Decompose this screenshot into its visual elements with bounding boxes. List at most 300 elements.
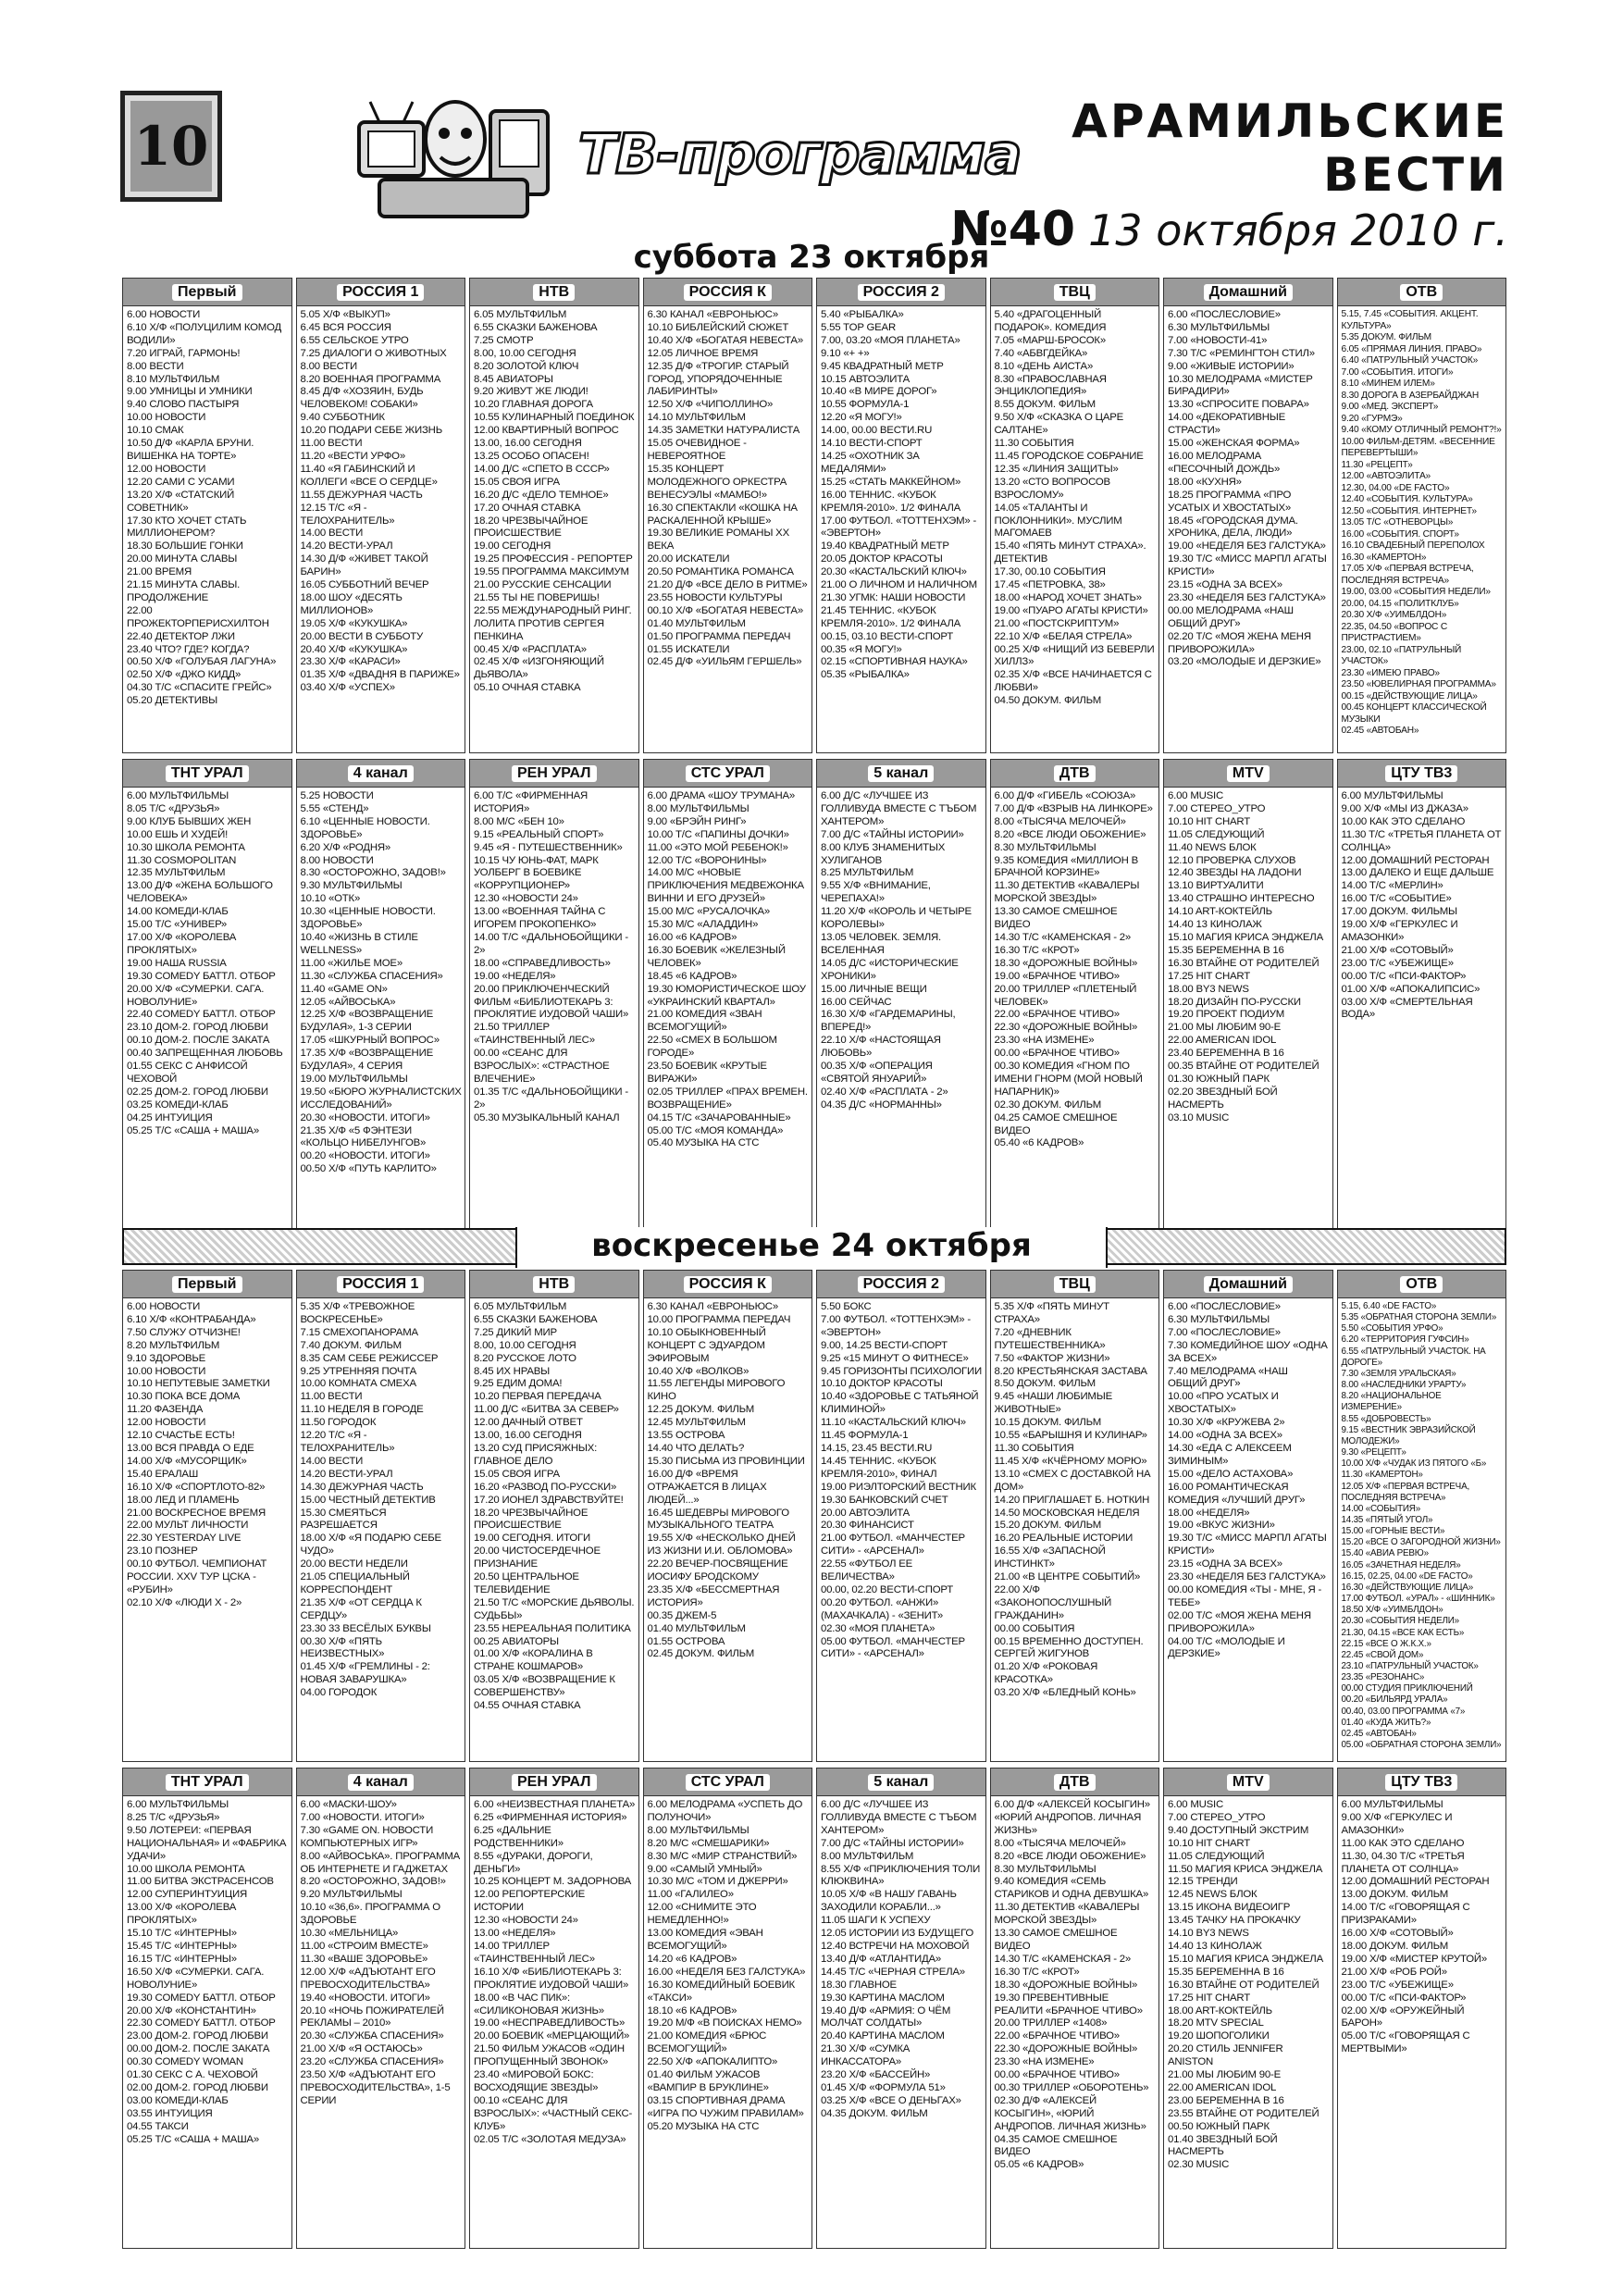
channel-header	[1164, 279, 1332, 306]
program-item: 16.05 СУББОТНИЙ ВЕЧЕР	[300, 579, 429, 591]
program-item: 22.50 «СМЕХ В БОЛЬШОМ ГОРОДЕ»	[647, 1035, 777, 1060]
program-item: 12.45 NEWS БЛОК	[1168, 1889, 1258, 1901]
program-item: 6.00 ДРАМА «ШОУ ТРУМАНА»	[647, 790, 796, 801]
program-item: 8.30 МУЛЬТФИЛЬМЫ	[994, 841, 1096, 853]
program-item: 23.15 «ОДНА ЗА ВСЕХ»	[1168, 579, 1282, 591]
program-item: 10.10 НЕПУТЕВЫЕ ЗАМЕТКИ	[127, 1378, 270, 1390]
program-item: 12.00 ДОМАШНИЙ РЕСТОРАН	[1341, 1876, 1490, 1888]
program-item: 11.00 «ЭТО МОЙ РЕБЕНОК!»	[647, 841, 788, 853]
program-item: 12.45 МУЛЬТФИЛЬМ	[647, 1417, 746, 1429]
program-item: 11.40 «GAME ON»	[300, 983, 388, 995]
program-item: 6.25 «ФИРМЕННАЯ ИСТОРИЯ»	[474, 1811, 627, 1823]
program-item: 16.30 «ДЕЙСТВУЮЩИЕ ЛИЦА»	[1341, 1582, 1474, 1593]
program-item: 18.30 БОЛЬШИЕ ГОНКИ	[127, 540, 243, 552]
program-item: 20.00 МИНУТА СЛАВЫ	[127, 553, 238, 565]
program-item: 8.20 МУЛЬТФИЛЬМ	[127, 1339, 220, 1351]
program-item: 6.05 «ПРЯМАЯ ЛИНИЯ. ПРАВО»	[1341, 343, 1482, 354]
program-item: 22.55 «ФУТБОЛ ЕЕ ВЕЛИЧЕСТВА»	[821, 1558, 913, 1583]
program-item: 11.10 «КАСТАЛЬСКИЙ КЛЮЧ»	[821, 1417, 966, 1429]
program-item: 8.10 МУЛЬТФИЛЬМ	[127, 373, 220, 385]
program-item: 9.00 Х/Ф «ГЕРКУЛЕС И АМАЗОНКИ»	[1341, 1811, 1453, 1836]
program-item: 20.00, 04.15 «ПОЛИТКЛУБ»	[1341, 598, 1459, 609]
program-item: 10.30 Х/Ф «КРУЖЕВА 2»	[1168, 1417, 1285, 1429]
program-item: 9.40 ДОСТУПНЫЙ ЭКСТРИМ	[1168, 1824, 1309, 1836]
program-item: 16.30 БОЕВИК «ЖЕЛЕЗНЫЙ ЧЕЛОВЕК»	[647, 944, 786, 969]
program-item: 22.00 AMERICAN IDOL	[1168, 2081, 1277, 2093]
program-item: 00.35 ВТАЙНЕ ОТ РОДИТЕЛЕЙ	[1168, 1061, 1319, 1073]
program-item: 15.00 «ДЕЛО АСТАХОВА»	[1168, 1468, 1294, 1480]
channel-name: ДТВ	[1054, 765, 1096, 782]
program-item: 15.40 ЕРАЛАШ	[127, 1468, 199, 1480]
program-item: 23.20 Х/Ф «БАССЕЙН»	[821, 2069, 931, 2081]
program-item: 19.00 НАША RUSSIA	[127, 957, 227, 969]
program-item: 10.20 ПОДАРИ СЕБЕ ЖИЗНЬ	[300, 425, 442, 437]
program-item: 7.30 КОМЕДИЙНОЕ ШОУ «ОДНА ЗА ВСЕХ»	[1168, 1339, 1328, 1364]
program-item: 6.00 Т/С «ФИРМЕННАЯ ИСТОРИЯ»	[474, 790, 588, 814]
program-list	[123, 306, 291, 710]
program-item: 11.40 «Я ГАБИНСКИЙ И КОЛЛЕГИ «ВСЕ О СЕРДЦЕ»	[300, 463, 438, 488]
program-item: 12.20 САМИ С УСАМИ	[127, 476, 235, 488]
channel-column	[816, 1270, 986, 1762]
program-list	[1164, 1796, 1332, 2174]
program-item: 22.00 «БРАЧНОЕ ЧТИВО»	[994, 2030, 1120, 2042]
program-item: 14.00 М/С «НОВЫЕ ПРИКЛЮЧЕНИЯ МЕДВЕЖОНКА ВИННИ И ЕГО ДРУЗЕЙ»	[647, 867, 804, 905]
program-item: 00.00 «СЕАНС ДЛЯ ВЗРОСЛЫХ»: «СТРАСТНОЕ ВЛЕЧЕНИЕ»	[474, 1048, 610, 1085]
program-item: 8.00 ВЕСТИ	[127, 360, 184, 372]
program-list	[470, 788, 638, 1127]
program-list	[297, 1298, 465, 1702]
program-item: 17.25 HIT CHART	[1168, 1992, 1251, 2004]
program-item: 22.00 «БРАЧНОЕ ЧТИВО»	[994, 1009, 1120, 1021]
program-item: 12.00 «СНИМИТЕ ЭТО НЕМЕДЛЕННО!»	[647, 1902, 757, 1927]
channel-name: ДТВ	[1054, 1774, 1096, 1791]
channel-name: Домашний	[1204, 1276, 1293, 1293]
program-item: 00.30 ТРИЛЛЕР «ОБОРОТЕНЬ»	[994, 2081, 1149, 2093]
program-item: 05.20 МУЗЫКА НА СТС	[647, 2120, 760, 2132]
program-item: 14.00 Д/С «СПЕТО В СССР»	[474, 463, 610, 475]
program-item: 16.45 ШЕДЕВРЫ МИРОВОГО МУЗЫКАЛЬНОГО ТЕАТРА	[647, 1507, 789, 1532]
channel-header	[991, 760, 1159, 788]
channel-name: РЕН УРАЛ	[512, 1774, 597, 1791]
program-item: 8.45 АВИАТОРЫ	[474, 373, 553, 385]
program-item: 11.05 СЛЕДУЮЩИЙ	[1168, 1850, 1265, 1862]
program-item: 05.40 МУЗЫКА НА СТС	[647, 1137, 760, 1149]
program-item: 19.30 ПРЕВЕНТИВНЫЕ РЕАЛИТИ «БРАЧНОЕ ЧТИВО»	[994, 1992, 1143, 2017]
program-item: 03.55 ИНТУИЦИЯ	[127, 2107, 213, 2119]
program-list	[991, 1298, 1159, 1702]
program-item: 14.05 «ТАЛАНТЫ И ПОКЛОННИКИ». МУСЛИМ МАГОМАЕВ	[994, 502, 1122, 540]
program-item: 8.20 «ВСЕ ЛЮДИ ОБОЖЕНИЕ»	[994, 828, 1146, 840]
program-item: 6.00 Д/Ф «АЛЕКСЕЙ КОСЫГИН» «ЮРИЙ АНДРОПОВ. ЛИЧНАЯ ЖИЗНЬ»	[994, 1799, 1150, 1836]
program-item: 14.10 ВЕСТИ-СПОРТ	[821, 438, 923, 450]
channel-name: Домашний	[1204, 284, 1293, 301]
program-item: 04.35 САМОЕ СМЕШНОЕ ВИДЕО	[994, 2133, 1118, 2158]
program-item: 23.55 НЕРЕАЛЬНАЯ ПОЛИТИКА	[474, 1622, 631, 1634]
channel-name: РОССИЯ 1	[337, 284, 424, 301]
program-item: 17.35 Х/Ф «ВОЗВРАЩЕНИЕ БУДУЛАЯ», 4 СЕРИЯ	[300, 1048, 433, 1073]
program-list	[1338, 788, 1506, 1024]
channel-header	[644, 1271, 812, 1298]
program-item: 7.40 МЕЛОДРАМА «НАШ ОБЩИЙ ДРУГ»	[1168, 1365, 1288, 1390]
program-item: 19.55 ПРОГРАММА МАКСИМУМ	[474, 566, 629, 578]
program-item: 10.40 «В МИРЕ ДОРОГ»	[821, 386, 937, 398]
program-item: 6.20 Х/Ф «РОДНЯ»	[300, 841, 391, 853]
program-item: 19.00 СЕГОДНЯ. ИТОГИ	[474, 1533, 590, 1545]
program-item: 02.50 Х/Ф «ДЖО КИДД»	[127, 669, 242, 681]
program-item: 10.00 «ПРО УСАТЫХ И ХВОСТАТЫХ»	[1168, 1391, 1279, 1416]
program-item: 6.25 «ДАЛЬНИЕ РОДСТВЕННИКИ»	[474, 1824, 564, 1849]
program-item: 11.05 СЛЕДУЮЩИЙ	[1168, 828, 1265, 840]
program-item: 8.55 «ДУРАКИ, ДОРОГИ, ДЕНЬГИ»	[474, 1850, 593, 1875]
program-item: 00.00 «БРАЧНОЕ ЧТИВО»	[994, 1048, 1120, 1060]
channel-header	[991, 279, 1159, 306]
program-item: 00.10 ДОМ-2. ПОСЛЕ ЗАКАТА	[127, 1035, 270, 1047]
program-item: 11.30 COSMOPOLITAN	[127, 854, 237, 866]
program-item: 19.40 «НОВОСТИ. ИТОГИ»	[300, 1992, 430, 2004]
program-item: 9.20 «ГУРМЭ»	[1341, 413, 1403, 424]
program-item: 7.00 «СОБЫТИЯ. ИТОГИ»	[1341, 366, 1454, 378]
program-item: 9.25 «15 МИНУТ О ФИТНЕСЕ»	[821, 1352, 969, 1364]
program-item: 8.20 РУССКОЕ ЛОТО	[474, 1352, 576, 1364]
channel-header	[470, 1769, 638, 1796]
program-item: 15.10 Т/С «ИНТЕРНЫ»	[127, 1928, 237, 1940]
program-item: 18.00 BY3 NEWS	[1168, 983, 1249, 995]
program-item: 20.50 ЦЕНТРАЛЬНОЕ ТЕЛЕВИДЕНИЕ	[474, 1571, 579, 1595]
program-item: 12.35 МУЛЬТФИЛЬМ	[127, 867, 226, 879]
program-item: 00.00 Т/С «ПСИ-ФАКТОР»	[1341, 970, 1467, 982]
channel-name: СТС УРАЛ	[686, 1774, 770, 1791]
program-item: 00.45 Х/Ф «РАСПЛАТА»	[474, 643, 587, 655]
program-item: 05.05 «6 КАДРОВ»	[994, 2159, 1084, 2171]
program-item: 04.00 ГОРОДОК	[300, 1687, 378, 1699]
program-item: 6.30 КАНАЛ «ЕВРОНЬЮС»	[647, 1301, 778, 1312]
program-item: 13.00 «ВОЕННАЯ ТАЙНА С ИГОРЕМ ПРОКОПЕНКО»	[474, 906, 606, 931]
program-item: 23.30 «НЕДЕЛЯ БЕЗ ГАЛСТУКА»	[1168, 591, 1326, 603]
program-item: 10.05 Х/Ф «В НАШУ ГАВАНЬ ЗАХОДИЛИ КОРАБЛИ...»	[821, 1889, 957, 1914]
channel-column	[1163, 1270, 1333, 1762]
program-item: 05.25 Т/С «САША + МАША»	[127, 2133, 259, 2145]
program-list	[644, 788, 812, 1152]
program-item: 20.00 ИСКАТЕЛИ	[647, 553, 730, 565]
channel-column	[1337, 1270, 1507, 1762]
program-item: 16.00 МЕЛОДРАМА «ПЕСОЧНЫЙ ДОЖДЬ»	[1168, 450, 1281, 475]
program-item: 12.00 ДАЧНЫЙ ОТВЕТ	[474, 1417, 583, 1429]
program-item: 04.35 Д/С «НОРМАННЫ»	[821, 1098, 942, 1111]
program-item: 6.00 МЕЛОДРАМА «УСПЕТЬ ДО ПОЛУНОЧИ»	[647, 1799, 803, 1823]
program-item: 15.05 СВОЯ ИГРА	[474, 1468, 560, 1480]
program-item: 11.50 ГОРОДОК	[300, 1417, 377, 1429]
program-item: 21.50 ФИЛЬМ УЖАСОВ «ОДИН ПРОПУЩЕННЫЙ ЗВОНОК»	[474, 2043, 625, 2068]
channel-header	[297, 1769, 465, 1796]
program-item: 00.25 Х/Ф «НИЩИЙ ИЗ БЕВЕРЛИ ХИЛЛЗ»	[994, 643, 1155, 668]
program-item: 6.55 СКАЗКИ БАЖЕНОВА	[474, 1313, 598, 1325]
program-item: 6.10 Х/Ф «КОНТРАБАНДА»	[127, 1313, 256, 1325]
program-item: 6.00 МУЛЬТФИЛЬМЫ	[1341, 790, 1443, 801]
program-item: 21.50 Т/С «МОРСКИЕ ДЬЯВОЛЫ. СУДЬБЫ»	[474, 1596, 635, 1621]
program-item: 16.00 СЕЙЧАС	[821, 996, 892, 1008]
program-item: 19.00 «БРАЧНОЕ ЧТИВО»	[994, 970, 1120, 982]
program-item: 10.00 ПРОГРАММА ПЕРЕДАЧ	[647, 1313, 791, 1325]
program-item: 14.00 Т/С «ДАЛЬНОБОЙЩИКИ - 2»	[474, 931, 628, 956]
program-list	[817, 306, 985, 684]
program-item: 01.40 МУЛЬТФИЛЬМ	[647, 617, 746, 629]
program-item: 11.05 ШАГИ К УСПЕХУ	[821, 1915, 931, 1927]
program-item: 23.20 «СЛУЖБА СПАСЕНИЯ»	[300, 2056, 444, 2068]
program-item: 00.20 ФУТБОЛ. «АНЖИ» (МАХАЧКАЛА) - «ЗЕНИТ»	[821, 1596, 944, 1621]
channel-column	[469, 1270, 639, 1762]
program-item: 7.50 «ФАКТОР ЖИЗНИ»	[994, 1352, 1110, 1364]
program-list	[644, 1796, 812, 2136]
program-item: 10.20 ГЛАВНАЯ ДОРОГА	[474, 399, 593, 411]
program-item: 6.00 «НЕИЗВЕСТНАЯ ПЛАНЕТА»	[474, 1799, 636, 1810]
program-item: 15.40 «АВИА РЕВЮ»	[1341, 1548, 1429, 1559]
program-item: 14.00 «ОДНА ЗА ВСЕХ»	[1168, 1430, 1282, 1442]
channel-header	[1338, 1769, 1506, 1796]
program-item: 21.50 ТРИЛЛЕР «ТАИНСТВЕННЫЙ ЛЕС»	[474, 1022, 595, 1047]
program-item: 14.00 ТРИЛЛЕР «ТАИНСТВЕННЫЙ ЛЕС»	[474, 1940, 595, 1965]
program-item: 18.20 ЧРЕЗВЫЧАЙНОЕ ПРОИСШЕСТВИЕ	[474, 1507, 588, 1532]
program-item: 10.00 ЕШЬ И ХУДЕЙ!	[127, 828, 229, 840]
program-item: 21.45 ТЕННИС. «КУБОК КРЕМЛЯ-2010». 1/2 ФИНАЛА	[821, 604, 961, 629]
program-item: 9.40 СЛОВО ПАСТЫРЯ	[127, 399, 240, 411]
program-item: 10.25 КОНЦЕРТ М. ЗАДОРНОВА	[474, 1876, 632, 1888]
program-item: 9.50 Х/Ф «СКАЗКА О ЦАРЕ САЛТАНЕ»	[994, 412, 1124, 437]
program-item: 01.30 ЮЖНЫЙ ПАРК	[1168, 1073, 1270, 1085]
channel-column	[990, 759, 1160, 1238]
channel-name: РОССИЯ 2	[858, 284, 945, 301]
program-item: 13.05 Т/С «ОТНЕВОРЦЫ»	[1341, 517, 1454, 527]
program-item: 13.00 ВСЯ ПРАВДА О ЕДЕ	[127, 1442, 254, 1454]
program-item: 8.00 МУЛЬТФИЛЬМЫ	[647, 1824, 750, 1836]
program-item: 23.10 ПОЗНЕР	[127, 1545, 198, 1558]
program-item: 22.00 AMERICAN IDOL	[1168, 1035, 1277, 1047]
program-item: 17.20 ИОНЕЛ ЗДРАВСТВУЙТЕ!	[474, 1494, 624, 1506]
program-item: 14.10 BY3 NEWS	[1168, 1928, 1249, 1940]
program-item: 23.00, 02.10 «ПАТРУЛЬНЫЙ УЧАСТОК»	[1341, 644, 1462, 666]
program-item: 19.20 ПРОЕКТ ПОДИУМ	[1168, 1009, 1285, 1021]
program-item: 14.40 13 КИНОЛАЖ	[1168, 919, 1262, 931]
program-item: 10.40 Х/Ф «ВОЛКОВ»	[647, 1365, 750, 1377]
program-item: 18.25 ПРОГРАММА «ПРО УСАТЫХ И ХВОСТАТЫХ»	[1168, 489, 1292, 514]
program-item: 00.20 «БИЛЬЯРД УРАЛА»	[1341, 1694, 1448, 1706]
program-item: 00.00, 02.20 ВЕСТИ-СПОРТ	[821, 1583, 953, 1595]
program-item: 21.00 Х/Ф «СОТОВЫЙ»	[1341, 944, 1454, 956]
channel-name: Первый	[172, 1276, 242, 1293]
program-item: 6.30 МУЛЬТФИЛЬМЫ	[1168, 321, 1270, 333]
program-item: 16.05 «ЗАЧЕТНАЯ НЕДЕЛЯ»	[1341, 1559, 1461, 1570]
channel-name: ОТВ	[1400, 284, 1443, 301]
program-item: 02.45 Д/Ф «УИЛЬЯМ ГЕРШЕЛЬ»	[647, 656, 802, 668]
program-item: 5.35 «ОБРАТНАЯ СТОРОНА ЗЕМЛИ»	[1341, 1312, 1497, 1323]
program-item: 5.15, 6.40 «DE FACTO»	[1341, 1301, 1437, 1311]
program-item: 20.00 ВЕСТИ НЕДЕЛИ	[300, 1558, 408, 1570]
channel-name: Первый	[172, 284, 242, 301]
program-item: 18.00 ART-КОКТЕЙЛЬ	[1168, 2004, 1272, 2017]
program-item: 19.40 Д/Ф «АРМИЯ: О ЧЁМ МОЛЧАТ СОЛДАТЫ»	[821, 2004, 951, 2029]
program-item: 15.00 «ЖЕНСКАЯ ФОРМА»	[1168, 438, 1300, 450]
program-item: 20.00 ВЕСТИ В СУББОТУ	[300, 630, 424, 642]
program-item: 14.30 Т/С «КАМЕНСКАЯ - 2»	[994, 1953, 1132, 1965]
program-item: 6.05 МУЛЬТФИЛЬМ	[474, 309, 567, 320]
program-item: 12.30 «НОВОСТИ 24»	[474, 1915, 578, 1927]
program-item: 23.00 Т/С «УБЕЖИЩЕ»	[1341, 1979, 1454, 1991]
program-item: 9.15 «ВЕСТНИК ЭВРАЗИЙСКОЙ МОЛОДЕЖИ»	[1341, 1424, 1476, 1446]
program-item: 02.10 Х/Ф «ЛЮДИ Х - 2»	[127, 1596, 242, 1608]
program-item: 19.05 Х/Ф «КУКУШКА»	[300, 617, 408, 629]
program-item: 23.10 «ПАТРУЛЬНЫЙ УЧАСТОК»	[1341, 1661, 1479, 1671]
channel-header	[123, 1769, 291, 1796]
program-list	[123, 788, 291, 1139]
day-heading: суббота 23 октября	[633, 239, 990, 276]
channel-name: ТНТ УРАЛ	[166, 1774, 249, 1791]
channel-header	[991, 1271, 1159, 1298]
program-item: 15.45 Т/С «ИНТЕРНЫ»	[127, 1940, 237, 1952]
program-item: 01.55 СЕКС С АНФИСОЙ ЧЕХОВОЙ	[127, 1061, 248, 1085]
schedule-grid	[122, 278, 1506, 1238]
program-item: 15.25 «СТАТЬ МАККЕЙНОМ»	[821, 476, 961, 488]
program-item: 02.00 Х/Ф «ОРУЖЕЙНЫЙ БАРОН»	[1341, 2004, 1465, 2029]
program-item: 16.50 Х/Ф «СУМЕРКИ. САГА. НОВОЛУНИЕ»	[127, 1966, 265, 1991]
program-item: 5.25 НОВОСТИ	[300, 790, 374, 801]
program-item: 00.10 Х/Ф «БОГАТАЯ НЕВЕСТА»	[647, 604, 803, 616]
program-item: 15.00 ЛИЧНЫЕ ВЕЩИ	[821, 983, 927, 995]
program-item: 9.00 УМНИЦЫ И УМНИКИ	[127, 386, 253, 398]
channel-header	[1164, 1271, 1332, 1298]
program-item: 9.55 Х/Ф «ВНИМАНИЕ, ЧЕРЕПАХА!»	[821, 880, 931, 905]
channel-header	[991, 1769, 1159, 1796]
program-item: 10.15 ДОКУМ. ФИЛЬМ	[994, 1417, 1101, 1429]
program-item: 7.05 «МАРШ-БРОСОК»	[994, 334, 1106, 346]
program-item: 00.00 СТУДИЯ ПРИКЛЮЧЕНИЙ	[1341, 1683, 1473, 1694]
program-item: 10.10 HIT CHART	[1168, 1837, 1251, 1849]
program-item: 00.00 «БРАЧНОЕ ЧТИВО»	[994, 2069, 1120, 2081]
program-item: 04.35 ДОКУМ. ФИЛЬМ	[821, 2107, 928, 2119]
program-item: 14.20 «6 КАДРОВ»	[647, 1953, 737, 1965]
program-item: 14.20 ВЕСТИ-УРАЛ	[300, 1468, 393, 1480]
program-item: 12.00 Х/Ф «АДЪЮТАНТ ЕГО ПРЕВОСХОДИТЕЛЬСТВА»	[300, 1966, 436, 1991]
program-item: 10.00 ФИЛЬМ-ДЕТЯМ. «ВЕСЕННИЕ ПЕРЕВЕРТЫШИ»	[1341, 436, 1495, 458]
program-item: 13.20 Х/Ф «СТАТСКИЙ СОВЕТНИК»	[127, 489, 235, 514]
channel-column	[816, 759, 986, 1238]
program-item: 11.00 БИТВА ЭКСТРАСЕНСОВ	[127, 1876, 274, 1888]
program-list	[1338, 306, 1506, 739]
schedule-grid	[122, 1270, 1506, 2249]
program-item: 11.30 Т/С «ТРЕТЬЯ ПЛАНЕТА ОТ СОЛНЦА»	[1341, 828, 1502, 853]
program-item: 21.30 УГМК: НАШИ НОВОСТИ	[821, 591, 966, 603]
program-item: 12.00 ДОМАШНИЙ РЕСТОРАН	[1341, 854, 1490, 866]
channel-column	[296, 278, 466, 753]
program-item: 18.45 «6 КАДРОВ»	[647, 970, 737, 982]
program-list	[1338, 1298, 1506, 1753]
program-item: 19.25 ПРОФЕССИЯ - РЕПОРТЕР	[474, 553, 633, 565]
program-item: 23.55 ВТАЙНЕ ОТ РОДИТЕЛЕЙ	[1168, 2107, 1319, 2119]
program-item: 6.00 Д/С «ЛУЧШЕЕ ИЗ ГОЛЛИВУДА ВМЕСТЕ С ТЪБОМ ХАНТЕРОМ»	[821, 1799, 977, 1836]
channel-column	[1163, 1768, 1333, 2249]
program-item: 10.40 Х/Ф «БОГАТАЯ НЕВЕСТА»	[647, 334, 803, 346]
channel-name: РЕН УРАЛ	[512, 765, 597, 782]
program-item: 22.00 Х/Ф «ЗАКОНОПОСЛУШНЫЙ ГРАЖДАНИН»	[994, 1583, 1112, 1621]
program-item: 14.40 13 КИНОЛАЖ	[1168, 1940, 1262, 1952]
channel-column	[469, 1768, 639, 2249]
program-item: 7.25 ДИКИЙ МИР	[474, 1326, 557, 1338]
program-item: 15.20 «ВСЕ О ЗАГОРОДНОЙ ЖИЗНИ»	[1341, 1537, 1501, 1548]
program-item: 14.00 «ДЕКОРАТИВНЫЕ СТРАСТИ»	[1168, 412, 1286, 437]
program-item: 00.30 Х/Ф «ПЯТЬ НЕИЗВЕСТНЫХ»	[300, 1635, 385, 1660]
program-item: 10.00 Х/Ф «ЧУДАК ИЗ ПЯТОГО «Б»	[1341, 1458, 1487, 1470]
program-item: 22.40 COMEDY БАТТЛ. ОТБОР	[127, 1009, 276, 1021]
program-item: 23.50 «ЮВЕЛИРНАЯ ПРОГРАММА»	[1341, 679, 1496, 689]
program-item: 6.20 «ТЕРРИТОРИЯ ГУФСИН»	[1341, 1334, 1469, 1346]
program-item: 13.00, 16.00 СЕГОДНЯ	[474, 1430, 582, 1442]
channel-header	[1164, 760, 1332, 788]
program-item: 20.30 «СОБЫТИЯ НЕДЕЛИ»	[1341, 1616, 1459, 1627]
program-item: 03.15 СПОРТИВНАЯ ДРАМА «ИГРА ПО ЧУЖИМ ПРАВИЛАМ»	[647, 2094, 804, 2119]
program-item: 03.40 Х/Ф «УСПЕХ»	[300, 682, 395, 694]
program-item: 11.30 «КАМЕРТОН»	[1341, 1470, 1423, 1481]
program-item: 14.00, 00.00 ВЕСТИ.RU	[821, 425, 933, 437]
channel-column	[816, 278, 986, 753]
program-item: 12.10 ПРОВЕРКА СЛУХОВ	[1168, 854, 1296, 866]
program-item: 10.15 ЧУ ЮНЬ-ФАТ, МАРК УОЛБЕРГ В БОЕВИКЕ «КОРРУПЦИОНЕР»	[474, 854, 599, 892]
program-item: 15.20 ДОКУМ. ФИЛЬМ	[994, 1520, 1101, 1532]
program-item: 8.00 «АЙВОСЬКА». ПРОГРАММА ОБ ИНТЕРНЕТЕ И ГАДЖЕТАХ	[300, 1850, 460, 1875]
program-item: 17.25 HIT CHART	[1168, 970, 1251, 982]
program-item: 7.30 «GAME ON. НОВОСТИ КОМПЬЮТЕРНЫХ ИГР»	[300, 1824, 434, 1849]
program-item: 7.00 ФУТБОЛ. «ТОТТЕНХЭМ» - «ЭВЕРТОН»	[821, 1313, 971, 1338]
program-item: 19.30 Т/С «МИСС МАРПЛ АГАТЫ КРИСТИ»	[1168, 1533, 1327, 1558]
program-item: 13.30 САМОЕ СМЕШНОЕ ВИДЕО	[994, 906, 1118, 931]
program-item: 20.30 «НОВОСТИ. ИТОГИ»	[300, 1111, 430, 1123]
program-item: 05.00 Т/С «ГОВОРЯЩАЯ С МЕРТВЫМИ»	[1341, 2030, 1470, 2055]
program-item: 02.05 ТРИЛЛЕР «ПРАХ ВРЕМЕН. ВОЗВРАЩЕНИЕ»	[647, 1086, 808, 1111]
program-item: 13.05 ЧЕЛОВЕК. ЗЕМЛЯ. ВСЕЛЕННАЯ	[821, 931, 941, 956]
channel-header	[644, 760, 812, 788]
program-item: 22.00 МУЛЬТ ЛИЧНОСТИ	[127, 1520, 249, 1532]
program-item: 03.00 Х/Ф «СМЕРТЕЛЬНАЯ ВОДА»	[1341, 996, 1473, 1021]
program-item: 11.30 «РЕЦЕПТ»	[1341, 459, 1413, 470]
program-item: 16.15, 02.25, 04.00 «DE FACTO»	[1341, 1570, 1473, 1582]
program-item: 8.20 «ВСЕ ЛЮДИ ОБОЖЕНИЕ»	[994, 1850, 1146, 1862]
program-item: 7.00 «НОВОСТИ-41»	[1168, 334, 1268, 346]
program-item: 9.40 «КОМУ ОТЛИЧНЫЙ РЕМОНТ?!»	[1341, 425, 1502, 435]
program-item: 20.30 ФИНАНСИСТ	[821, 1520, 914, 1532]
program-item: 13.00 ДОКУМ. ФИЛЬМ	[1341, 1889, 1448, 1901]
program-item: 9.00 Х/Ф «МЫ ИЗ ДЖАЗА»	[1341, 802, 1468, 814]
program-item: 04.25 ИНТУИЦИЯ	[127, 1111, 213, 1123]
program-item: 6.55 СЕЛЬСКОЕ УТРО	[300, 334, 409, 346]
program-item: 10.15 АВТОЭЛИТА	[821, 373, 911, 385]
program-item: 12.40 «СОБЫТИЯ. КУЛЬТУРА»	[1341, 494, 1473, 504]
program-item: 6.00 Д/Ф «ГИБЕЛЬ «СОЮЗА»	[994, 790, 1136, 801]
program-item: 14.00 ВЕСТИ	[300, 1455, 364, 1467]
day-heading: воскресенье 24 октября	[515, 1227, 1108, 1268]
program-item: 00.30 COMEDY WOMAN	[127, 2056, 243, 2068]
program-item: 00.00 МЕЛОДРАМА «НАШ ОБЩИЙ ДРУГ»	[1168, 604, 1294, 629]
program-item: 01.45 Х/Ф «ФОРМУЛА 51»	[821, 2081, 946, 2093]
program-item: 05.00 «ОБРАТНАЯ СТОРОНА ЗЕМЛИ»	[1341, 1740, 1502, 1751]
program-item: 5.40 «РЫБАЛКА»	[821, 309, 904, 320]
program-item: 17.00 Х/Ф «КОРОЛЕВА ПРОКЛЯТЫХ»	[127, 931, 237, 956]
program-item: 22.15 «ВСЕ О Ж.К.Х.»	[1341, 1638, 1431, 1649]
program-item: 21.35 Х/Ф «5 ФЭНТЕЗИ «КОЛЬЦО НИБЕЛУНГОВ»	[300, 1124, 427, 1149]
program-item: 23.50 БОЕВИК «КРУТЫЕ ВИРАЖИ»	[647, 1061, 767, 1085]
program-item: 16.00 «СОБЫТИЯ. СПОРТ»	[1341, 528, 1459, 540]
program-item: 21.55 ТЫ НЕ ПОВЕРИШЬ!	[474, 591, 600, 603]
program-item: 11.30 ДЕТЕКТИВ «КАВАЛЕРЫ МОРСКОЙ ЗВЕЗДЫ»	[994, 880, 1140, 905]
program-item: 13.45 ТАЧКУ НА ПРОКАЧКУ	[1168, 1915, 1301, 1927]
program-item: 8.45 ИХ НРАВЫ	[474, 1365, 551, 1377]
channel-name: НТВ	[533, 1276, 575, 1293]
